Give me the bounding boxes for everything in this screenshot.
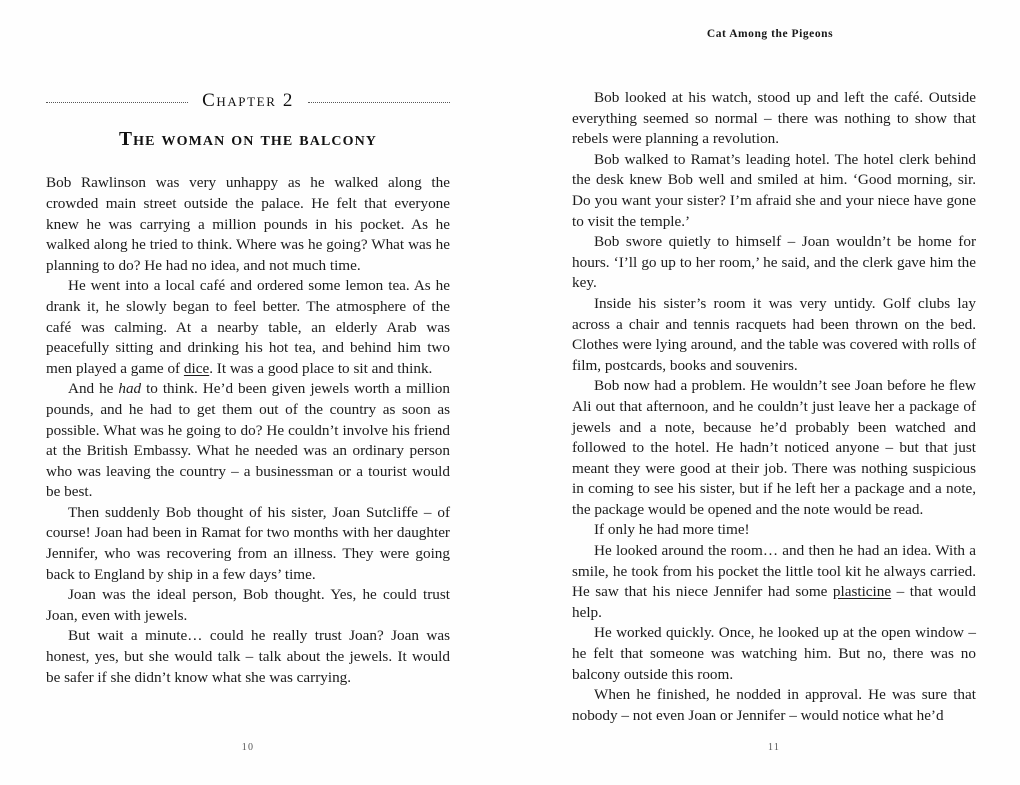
page-column-left	[46, 88, 450, 688]
paragraph	[572, 685, 976, 726]
paragraph	[572, 376, 976, 520]
text-run: Inside his sister’s room it was very untidy. Golf clubs lay across a chair and tennis racquets had been thrown on the bed. Clothes were lying around, and the table was covered with rolls of film, postcards, books and souvenirs.	[572, 294, 976, 374]
text-run: . It was a good place to sit and think.	[209, 359, 433, 377]
text-run: Bob looked at his watch, stood up and left the café. Outside everything seemed so normal – there was nothing to show that rebels were planning a revolution.	[572, 89, 976, 148]
text-run: If only he had more time!	[594, 521, 750, 539]
emphasis-text: had	[118, 380, 142, 398]
body-text-right	[572, 88, 976, 726]
paragraph	[46, 173, 450, 276]
running-head: Cat Among the Pigeons	[706, 28, 834, 40]
text-run: – that would help.	[572, 583, 976, 621]
text-run: He looked around the room… and then he had an idea. With a smile, he took from his pocket the little tool kit he always carried. He saw that his niece Jennifer had some	[572, 542, 976, 601]
text-run: But wait a minute… could he really trust Joan? Joan was honest, yes, but she would talk – talk about the jewels. It would be safer if she didn’t know what she was carrying.	[46, 627, 450, 686]
paragraph	[46, 503, 450, 585]
paragraph	[46, 379, 450, 503]
page-column-right	[572, 88, 976, 726]
paragraph	[572, 541, 976, 623]
text-run: Then suddenly Bob thought of his sister, Joan Sutcliffe – of course! Joan had been in Ramat for two months with her daughter Jennifer, who was recovering from an illness. They were going back to England by ship in a few days’ time.	[46, 503, 450, 583]
paragraph	[572, 520, 976, 541]
text-run: Bob now had a problem. He wouldn’t see Joan before he flew Ali out that afternoon, and he couldn’t just leave her a package of jewels and a note, because he’d probably been watched and followed to the hotel. He hadn’t noticed anyone – but that just meant they were good at their job. There was nothing suspicious in coming to see his sister, but if he left her a package and a note, the package would be opened and the note would be read.	[572, 377, 976, 518]
paragraph	[46, 626, 450, 688]
text-run: He worked quickly. Once, he looked up at the open window – he felt that someone was watching him. But no, there was no balcony outside this room.	[572, 624, 976, 683]
text-run: Bob swore quietly to himself – Joan wouldn’t be home for hours. ‘I’ll go up to her room,’ he said, and the clerk gave him the key.	[572, 233, 976, 292]
page-number-right: 11	[767, 742, 781, 753]
paragraph	[572, 623, 976, 685]
chapter-title: The woman on the balcony	[118, 129, 378, 150]
glossary-term[interactable]: dice	[183, 359, 210, 377]
paragraph	[572, 88, 976, 150]
paragraph	[572, 150, 976, 232]
paragraph	[572, 232, 976, 294]
dotted-rule-right-icon	[308, 102, 450, 103]
text-run: Joan was the ideal person, Bob thought. Yes, he could trust Joan, even with jewels.	[46, 586, 450, 624]
paragraph	[46, 276, 450, 379]
dotted-rule-left-icon	[46, 102, 188, 103]
page-number-left: 10	[241, 742, 255, 753]
body-text-left	[46, 173, 450, 688]
text-run: to think. He’d been given jewels worth a million pounds, and he had to get them out of the country as soon as possible. What was he going to do? He couldn’t involve his friend at the British Embassy. What he needed was an ordinary person who was leaving the country – a businessman or a tourist would be best.	[46, 380, 450, 501]
paragraph	[46, 585, 450, 626]
glossary-term[interactable]: plasticine	[832, 583, 892, 601]
text-run: Bob walked to Ramat’s leading hotel. The hotel clerk behind the desk knew Bob well and smiled at him. ‘Good morning, sir. Do you want your sister? I’m afraid she and your niece have gone to visit the temple.’	[572, 150, 976, 230]
chapter-number-label: Chapter 2	[202, 90, 294, 111]
paragraph	[572, 294, 976, 376]
chapter-heading	[46, 88, 450, 114]
text-run: When he finished, he nodded in approval. He was sure that nobody – not even Joan or Jennifer – would notice what he’d	[572, 686, 976, 724]
text-run: He went into a local café and ordered some lemon tea. As he drank it, he slowly began to feel better. The atmosphere of the café was calming. At a nearby table, an elderly Arab was peacefully sitting and drinking his hot tea, and behind him two men played a game of	[46, 277, 450, 377]
text-run: Bob Rawlinson was very unhappy as he walked along the crowded main street outside the palace. He felt that everyone knew he was carrying a million pounds in his pocket. As he walked along he tried to think. Where was he going? What was he planning to do? He had no idea, and not much time.	[46, 174, 450, 274]
text-run: And he	[68, 380, 119, 398]
